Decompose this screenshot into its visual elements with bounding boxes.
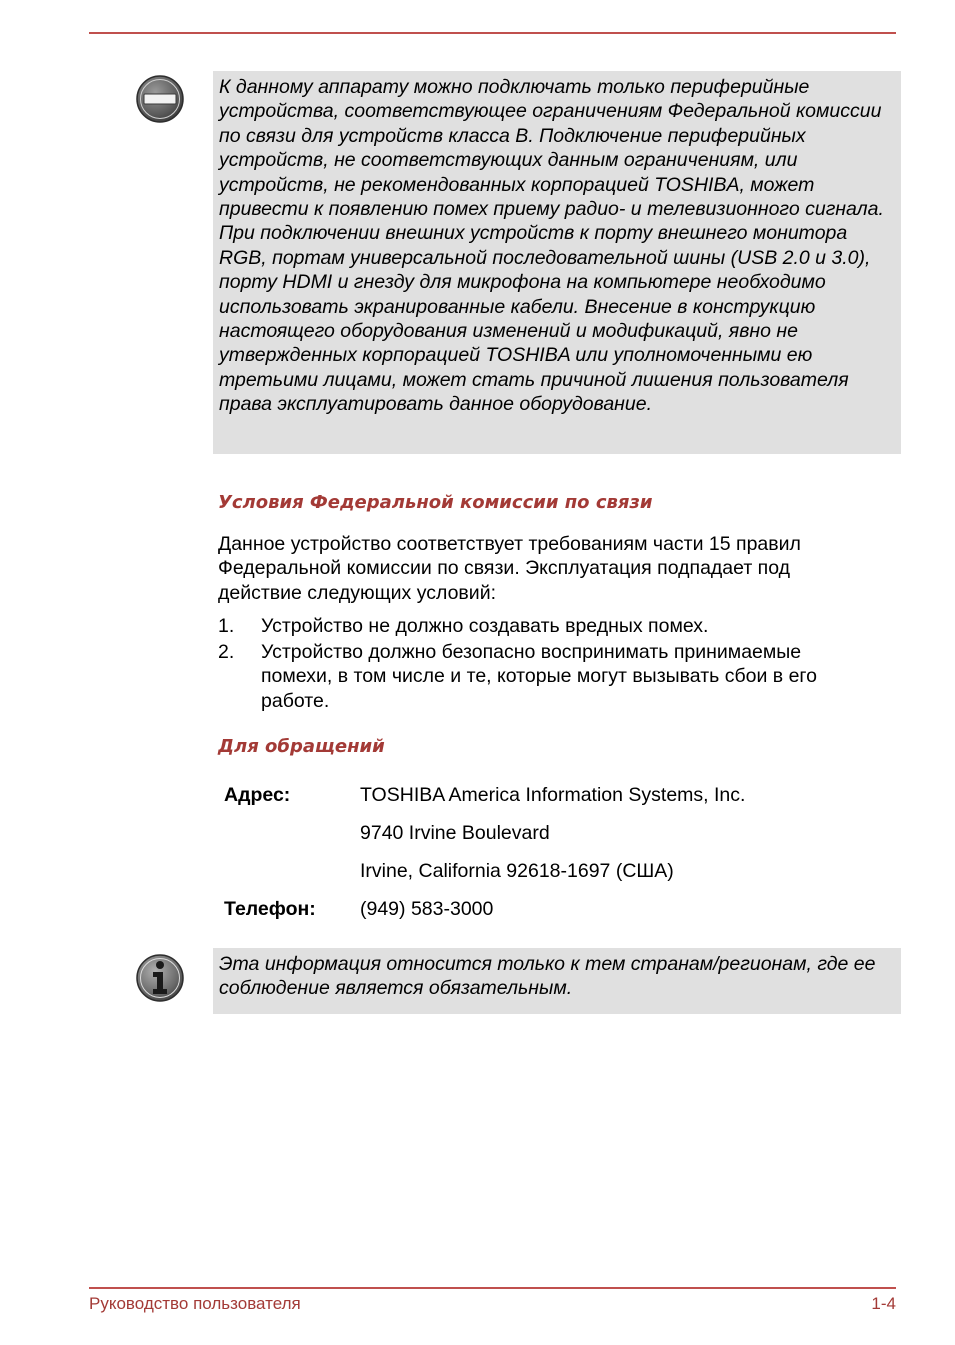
fcc-intro-text: Данное устройство соответствует требованиям части 15 правил Федеральной комиссии по связи. Эксплуатация подпадает под действие следующих условий: bbox=[218, 533, 801, 604]
list-item bbox=[218, 614, 858, 638]
caution-note bbox=[213, 71, 901, 454]
phone-value: (949) 583-3000 bbox=[360, 898, 494, 920]
header-rule bbox=[89, 32, 896, 34]
list-item-text: Устройство должно безопасно воспринимать принимаемые помехи, в том числе и те, которые могут вызывать сбои в его работе. bbox=[261, 640, 817, 712]
footer-title: Руководство пользователя bbox=[89, 1294, 301, 1313]
contact-row-address-2 bbox=[224, 821, 550, 845]
list-item bbox=[218, 640, 858, 713]
empty-label bbox=[224, 859, 360, 883]
list-item-number: 2. bbox=[218, 640, 235, 663]
caution-note-text: К данному аппарату можно подключать только периферийные устройства, соответствующее ограничениям Федеральной комиссии по связи для устройств класса B. Подключение периферийных устройств, не соответствующих данным ограничениям, или устройств, не рекомендованных корпорацией TOSHIBA, может привести к появлению помех приему радио- и телевизионного сигнала. При подключении внешних устройств к порту внешнего монитора RGB, портам универсальной последовательной шины (USB 2.0 и 3.0), порту HDMI и гнезду для микрофона на компьютере необходимо использовать экранированные кабели. Внесение в конструкцию настоящего оборудования изменений и модификаций, явно не утвержденных корпорацией TOSHIBA или уполномоченными ею третьими лицами, может стать причиной лишения пользователя права эксплуатировать данное оборудование. bbox=[219, 76, 884, 416]
fcc-section-heading: Условия Федеральной комиссии по связи bbox=[218, 492, 653, 513]
address-line-1: TOSHIBA America Information Systems, Inc. bbox=[360, 784, 746, 806]
contacts-section-heading: Для обращений bbox=[218, 736, 385, 757]
address-line-3: Irvine, California 92618-1697 (США) bbox=[360, 860, 674, 882]
contact-row-address bbox=[224, 783, 745, 807]
footer-rule bbox=[89, 1287, 896, 1289]
address-label: Адрес: bbox=[224, 784, 291, 806]
contact-row-phone bbox=[224, 897, 493, 921]
empty-label bbox=[224, 821, 360, 845]
address-line-2: 9740 Irvine Boulevard bbox=[360, 822, 550, 844]
info-note-text: Эта информация относится только к тем странам/регионам, где ее соблюдение является обязательным. bbox=[219, 953, 876, 1000]
contact-row-address-3 bbox=[224, 859, 674, 883]
no-entry-icon bbox=[133, 72, 187, 126]
phone-label: Телефон: bbox=[224, 898, 316, 920]
info-icon bbox=[133, 951, 187, 1005]
fcc-conditions-list bbox=[218, 614, 858, 715]
info-note bbox=[213, 948, 901, 1014]
list-item-number: 1. bbox=[218, 615, 235, 637]
list-item-text: Устройство не должно создавать вредных помех. bbox=[261, 615, 709, 637]
page-number: 1-4 bbox=[871, 1294, 896, 1313]
